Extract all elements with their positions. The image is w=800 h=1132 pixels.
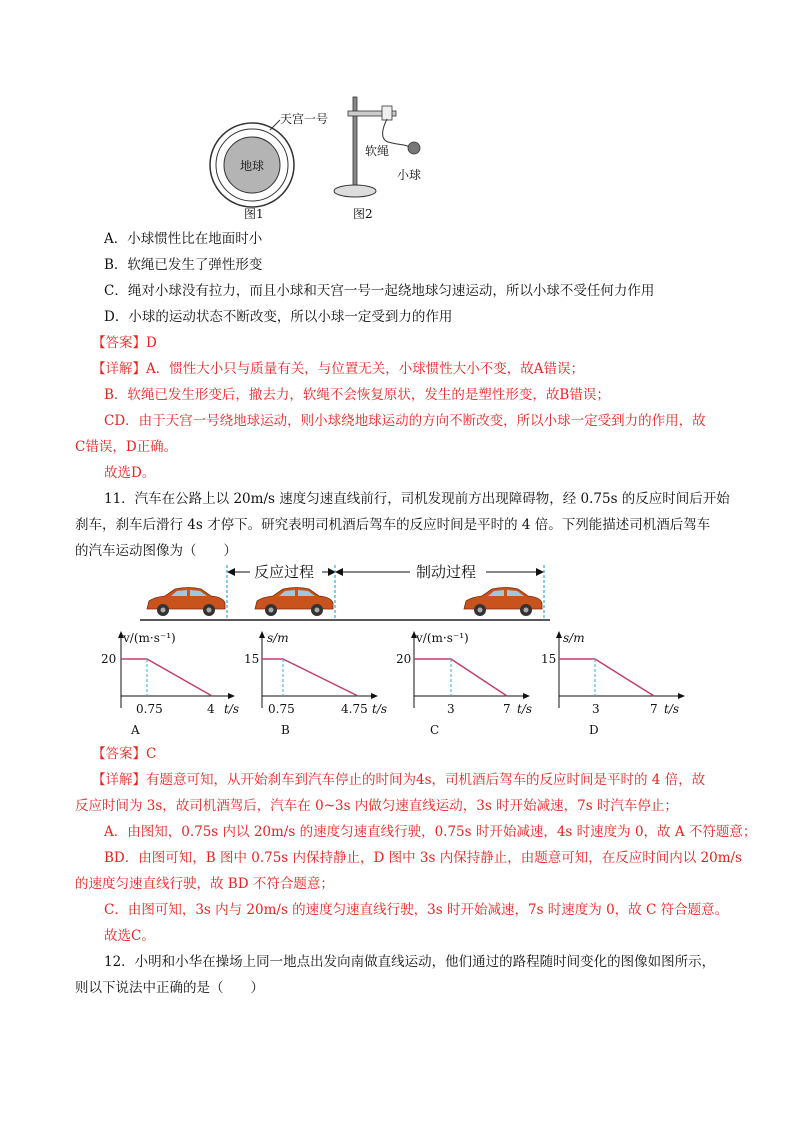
q10-explain-1: 【详解】A．惯性大小只与质量有关，与位置无关，小球惯性大小不变，故A错误； [92, 361, 584, 377]
graph-d-t1: 3 [592, 702, 600, 716]
q10-option-c: C．绳对小球没有拉力，而且小球和天宫一号一起绕地球匀速运动，所以小球不受任何力作用 [104, 283, 655, 299]
graph-a-line [121, 659, 212, 696]
q11-explain-5: 的速度匀速直线行驶，故 BD 不符合题意； [75, 876, 334, 892]
graph-a-xunit: t/s [224, 702, 240, 716]
graph-a-t2: 4 [207, 702, 215, 716]
label-ball: 小球 [397, 168, 422, 182]
graph-c-t2: 7 [503, 702, 511, 716]
graph-a-ylabel: v/(m·s⁻¹) [123, 631, 176, 645]
q12-stem-2: 则以下说法中正确的是（ ） [75, 980, 264, 996]
graph-b-line [262, 659, 358, 696]
q10-option-d: D．小球的运动状态不断改变，所以小球一定受到力的作用 [104, 309, 453, 325]
graph-b-t2: 4.75 [341, 702, 368, 716]
car-3 [464, 588, 542, 617]
graph-c-line [414, 659, 507, 696]
graph-c-yval: 20 [396, 652, 412, 666]
graph-a-letter: A [131, 723, 140, 737]
q10-explain-3: CD．由于天宫一号绕地球运动，则小球绕地球运动的方向不断改变，所以小球一定受到力的作用，故 [104, 413, 706, 429]
stand-base [334, 185, 376, 197]
label-rope: 软绳 [365, 144, 390, 158]
graph-d-t2: 7 [650, 702, 658, 716]
q10-explain-2: B．软绳已发生形变后，撤去力，软绳不会恢复原状，发生的是塑性形变，故B错误； [104, 387, 610, 403]
tiangong-leader [270, 120, 280, 130]
graph-b-letter: B [281, 723, 290, 737]
graph-d-letter: D [589, 723, 599, 737]
q10-option-b: B．软绳已发生了弹性形变 [104, 257, 263, 273]
scene-label-braking: 制动过程 [416, 563, 477, 581]
graph-b-t1: 0.75 [268, 702, 295, 716]
graph-d-ylabel: s/m [563, 631, 585, 645]
graph-c-ylabel: v/(m·s⁻¹) [416, 631, 469, 645]
stand-clamp [382, 106, 392, 120]
graph-d-xunit: t/s [664, 702, 680, 716]
q12-stem-1: 12．小明和小华在操场上同一地点出发向南做直线运动，他们通过的路程随时间变化的图像如图所示， [104, 954, 716, 970]
q11-explain-2: 反应时间为 3s，故司机酒驾后，汽车在 0~3s 内做匀速直线运动，3s 时开始减速，7s 时汽车停止； [75, 798, 678, 814]
q11-explain-1: 【详解】有题意可知，从开始刹车到汽车停止的时间为4s，司机酒后驾车的反应时间是平时的 4 倍，故 [92, 772, 706, 788]
q10-answer: 【答案】D [92, 335, 157, 351]
q10-explain-5: 故选D。 [104, 465, 156, 481]
q10-explain-4: C错误，D正确。 [75, 439, 178, 455]
small-ball [408, 142, 420, 154]
q10-option-a: A．小球惯性比在地面时小 [104, 231, 263, 247]
car-2 [255, 588, 333, 617]
graph-d-yval: 15 [541, 652, 557, 666]
fig2-caption: 图2 [353, 207, 373, 221]
q11-answer: 【答案】C [92, 746, 157, 762]
graph-c-t1: 3 [447, 702, 455, 716]
graph-a-yval: 20 [101, 652, 117, 666]
graph-d-line [559, 659, 654, 696]
graph-c-xunit: t/s [517, 702, 533, 716]
graph-a-t1: 0.75 [136, 702, 163, 716]
car-scene [140, 563, 560, 627]
graph-b-ylabel: s/m [267, 631, 289, 645]
q11-explain-4: BD．由图可知，B 图中 0.75s 内保持静止，D 图中 3s 内保持静止，由题意可知，在反应时间内以 20m/s [104, 850, 742, 866]
label-earth: 地球 [240, 159, 265, 173]
graph-b-xunit: t/s [372, 702, 388, 716]
q11-stem-2: 刹车，刹车后滑行 4s 才停下。研究表明司机酒后驾车的反应时间是平时的 4 倍。下列能描述司机酒后驾车 [75, 517, 711, 533]
label-tiangong: 天宫一号 [280, 112, 329, 126]
graph-b-yval: 15 [244, 652, 260, 666]
q11-explain-3: A．由图知，0.75s 内以 20m/s 的速度匀速直线行驶，0.75s 时开始减速，4s 时速度为 0，故 A 不符题意； [104, 824, 757, 840]
car-1 [147, 588, 225, 617]
scene-label-reaction: 反应过程 [254, 563, 315, 581]
q11-explain-7: 故选C。 [104, 928, 155, 944]
graph-c-letter: C [430, 723, 440, 737]
q11-explain-6: C．由图可知，3s 内与 20m/s 的速度匀速直线行驶，3s 时开始减速，7s 时速度为 0，故 C 符合题意。 [104, 902, 729, 918]
q11-stem-1: 11．汽车在公路上以 20m/s 速度匀速直线前行，司机发现前方出现障碍物，经 0.75s 的反应时间后开始 [104, 491, 730, 507]
q11-stem-3: 的汽车运动图像为（ ） [75, 543, 237, 559]
fig1-caption: 图1 [244, 207, 264, 221]
